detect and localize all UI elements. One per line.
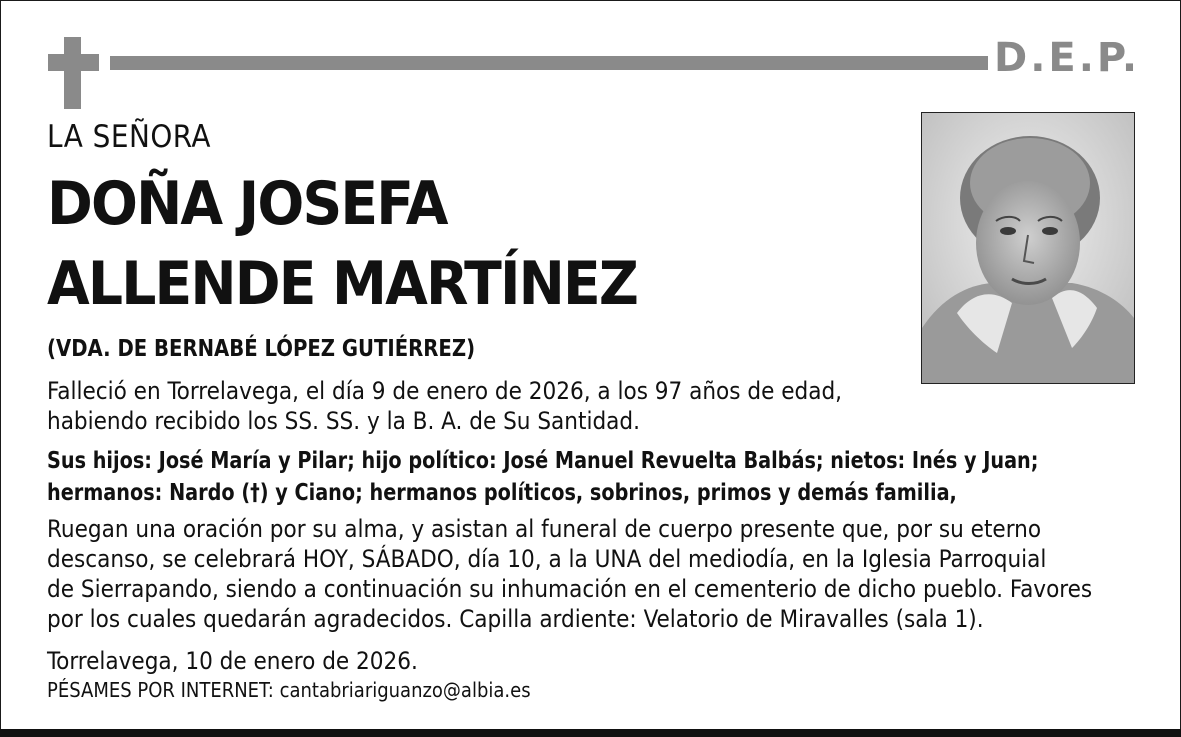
portrait-photo-image bbox=[922, 113, 1134, 383]
portrait-photo bbox=[921, 112, 1135, 384]
cross-icon-bar bbox=[48, 54, 99, 71]
family-line: hermanos: Nardo (†) y Ciano; hermanos políticos, sobrinos, primos y demás familia, bbox=[47, 480, 957, 506]
bottom-rule bbox=[0, 729, 1181, 737]
death-notice bbox=[47, 376, 842, 436]
cross-icon bbox=[64, 37, 81, 109]
funeral-line: Ruegan una oración por su alma, y asistan al funeral de cuerpo presente que, por su eterno bbox=[47, 515, 1042, 543]
death-notice-line: Falleció en Torrelavega, el día 9 de enero de 2026, a los 97 años de edad, bbox=[47, 377, 843, 405]
header-rule bbox=[110, 56, 988, 70]
deceased-name-line1: DOÑA JOSEFA bbox=[47, 169, 447, 239]
deceased-name-line2: ALLENDE MARTÍNEZ bbox=[47, 249, 638, 319]
funeral-details bbox=[47, 514, 1092, 634]
funeral-line: por los cuales quedarán agradecidos. Capilla ardiente: Velatorio de Miravalles (sala 1). bbox=[47, 605, 984, 633]
family-members bbox=[47, 445, 1038, 509]
honorific: LA SEÑORA bbox=[47, 119, 211, 155]
family-line: Sus hijos: José María y Pilar; hijo político: José Manuel Revuelta Balbás; nietos: Inés y Juan; bbox=[47, 448, 1039, 474]
funeral-line: descanso, se celebrará HOY, SÁBADO, día 10, a la UNA del mediodía, en la Iglesia Parroquial bbox=[47, 545, 1047, 573]
widow-of: (VDA. DE BERNABÉ LÓPEZ GUTIÉRREZ) bbox=[47, 336, 476, 362]
funeral-line: de Sierrapando, siendo a continuación su inhumación en el cementerio de dicho pueblo. Favores bbox=[47, 575, 1093, 603]
dep-label: D.E.P. bbox=[994, 35, 1141, 81]
place-date: Torrelavega, 10 de enero de 2026. bbox=[47, 647, 418, 675]
death-notice-line: habiendo recibido los SS. SS. y la B. A. de Su Santidad. bbox=[47, 407, 640, 435]
condolences-email: PÉSAMES POR INTERNET: cantabriariguanzo@albia.es bbox=[47, 678, 531, 702]
